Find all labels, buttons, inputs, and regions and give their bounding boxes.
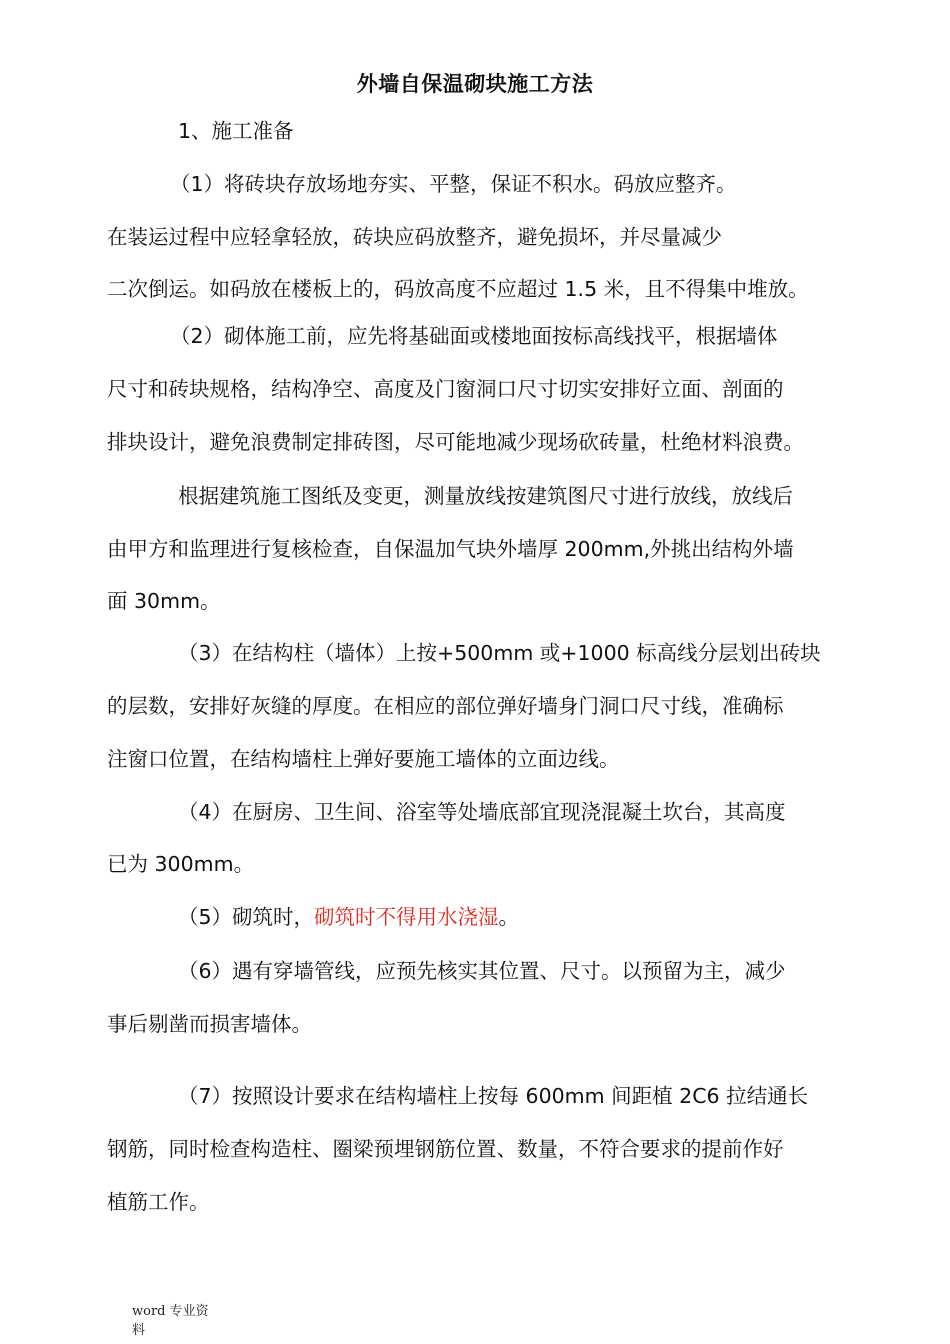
paragraph-1-line-1: （1）将砖块存放场地夯实、平整，保证不积水。码放应整齐。 [170, 172, 737, 196]
paragraph-7-line-1: （7）按照设计要求在结构墙柱上按每 600mm 间距植 2C6 拉结通长 [178, 1084, 809, 1108]
paragraph-3-line-3: 注窗口位置，在结构墙柱上弹好要施工墙体的立面边线。 [107, 747, 620, 771]
paragraph-3-line-2: 的层数，安排好灰缝的厚度。在相应的部位弹好墙身门洞口尺寸线，准确标 [107, 694, 784, 718]
paragraph-7-line-2: 钢筋，同时检查构造柱、圈梁预埋钢筋位置、数量，不符合要求的提前作好 [107, 1137, 784, 1161]
paragraph-2-line-2: 尺寸和砖块规格，结构净空、高度及门窗洞口尺寸切实安排好立面、剖面的 [107, 377, 784, 401]
paragraph-2b-line-2: 由甲方和监理进行复核检查，自保温加气块外墙厚 200mm,外挑出结构外墙 [107, 537, 794, 561]
paragraph-5-prefix: （5）砌筑时， [178, 905, 315, 929]
paragraph-7-line-3: 植筋工作。 [107, 1190, 210, 1214]
paragraph-2-line-1: （2）砌体施工前，应先将基础面或楼地面按标高线找平，根据墙体 [170, 324, 778, 348]
footer-line-1: word 专业资 [132, 1304, 209, 1319]
paragraph-6-line-2: 事后剔凿而损害墙体。 [107, 1012, 312, 1036]
footer-note [132, 1302, 209, 1340]
paragraph-4-line-1: （4）在厨房、卫生间、浴室等处墙底部宜现浇混凝土坎台，其高度 [178, 800, 786, 824]
paragraph-6-line-1: （6）遇有穿墙管线，应预先核实其位置、尺寸。以预留为主，减少 [178, 959, 786, 983]
paragraph-2b-line-1: 根据建筑施工图纸及变更，测量放线按建筑图尺寸进行放线，放线后 [178, 484, 793, 508]
footer-line-2: 料 [132, 1323, 146, 1338]
section-heading: 1、施工准备 [178, 119, 294, 143]
paragraph-5-highlight: 砌筑时不得用水浇湿 [314, 905, 499, 929]
paragraph-2-line-3: 排块设计，避免浪费制定排砖图，尽可能地减少现场砍砖量，杜绝材料浪费。 [107, 430, 804, 454]
paragraph-2b-line-3: 面 30mm。 [107, 589, 221, 613]
paragraph-1-line-3: 二次倒运。如码放在楼板上的，码放高度不应超过 1.5 米，且不得集中堆放。 [107, 277, 809, 301]
paragraph-4-line-2: 已为 300mm。 [107, 852, 255, 876]
paragraph-5 [178, 902, 519, 932]
doc-title: 外墙自保温砌块施工方法 [356, 72, 594, 96]
paragraph-1-line-2: 在装运过程中应轻拿轻放，砖块应码放整齐，避免损坏，并尽量减少 [107, 225, 722, 249]
paragraph-5-suffix: 。 [498, 905, 520, 929]
paragraph-3-line-1: （3）在结构柱（墙体）上按+500mm 或+1000 标高线分层划出砖块 [178, 641, 821, 665]
